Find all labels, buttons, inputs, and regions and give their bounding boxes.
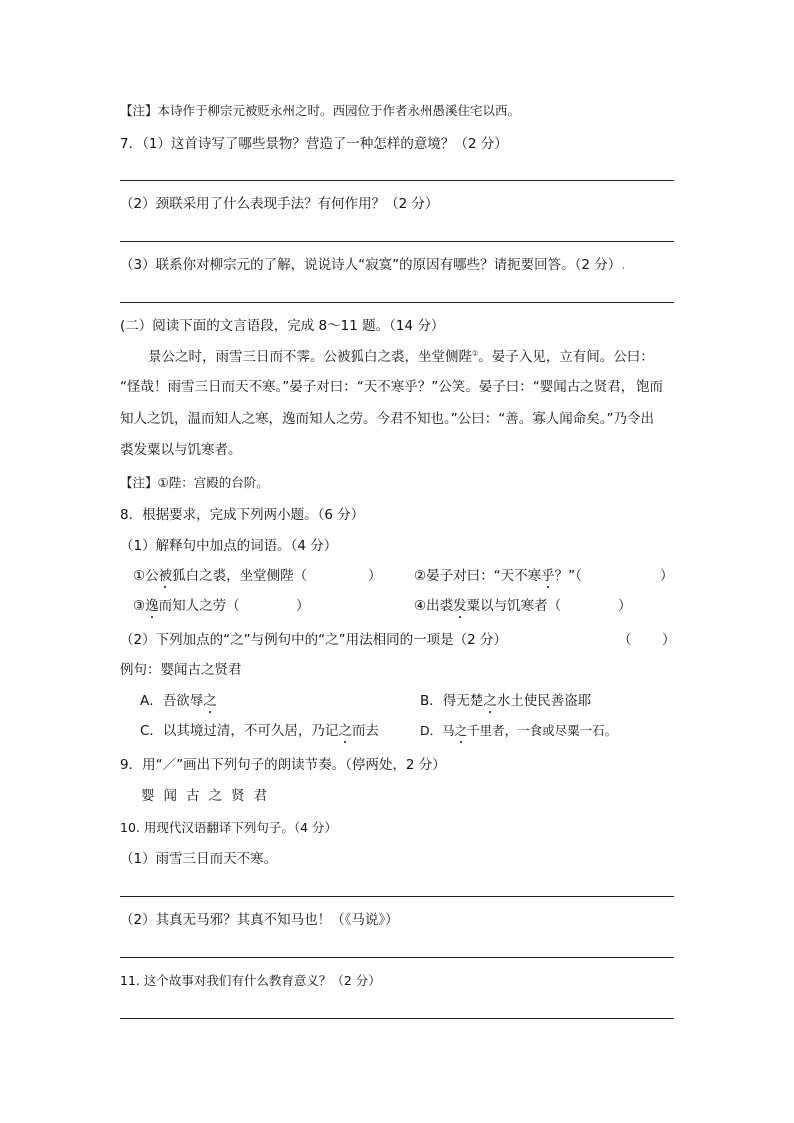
passage-line-1: 景公之时，雨雪三日而不霁。公被狐白之裘，坐堂侧陛①。晏子入见，立有间。公曰：: [148, 349, 654, 365]
answer-line-7-2[interactable]: [120, 241, 674, 242]
question-8-sub-2: （2）下列加点的“之”与例句中的“之”用法相同的一项是（2 分）: [120, 632, 507, 648]
question-8-sub-1: （1）解释句中加点的词语。（4 分）: [120, 538, 338, 554]
rhythm-sentence: 婴闻古之贤君: [141, 788, 276, 804]
word-item-3: ③逸而知人之劳（: [133, 598, 240, 614]
question-8-sub-2-paren-open: （: [618, 632, 632, 648]
option-a: A．吾欲辱之: [140, 693, 217, 709]
passage-line-3: 知人之饥，温而知人之寒，逸而知人之劳。今君不知也。”公曰：“善。寡人闻命矣。”乃令出: [120, 411, 654, 427]
word-item-2-close: ）: [660, 568, 674, 584]
question-8-sub-2-paren-close: ）: [662, 632, 676, 648]
answer-line-7-3[interactable]: [120, 302, 674, 303]
passage-line-4: 裘发粟以与饥寒者。: [120, 442, 242, 458]
passage-note: 【注】①陛：宫殿的台阶。: [120, 475, 269, 490]
stray-mark: .: [621, 257, 626, 273]
word-item-4-close: ）: [618, 598, 632, 614]
option-d: D．马之千里者，一食或尽粟一石。: [420, 723, 618, 738]
passage-line-2-end: 饱而: [636, 379, 663, 395]
answer-line-10-2[interactable]: [120, 957, 674, 958]
translate-sentence-2: （2）其真无马邪？其真不知马也！（《马说》）: [120, 912, 399, 928]
answer-line-10-1[interactable]: [120, 896, 674, 897]
word-item-2: ②晏子对曰：“天不寒乎？”（: [414, 568, 582, 584]
example-sentence: 例句：婴闻古之贤君: [120, 662, 242, 678]
word-item-1: ①公被狐白之裘，坐堂侧陛（: [133, 568, 308, 584]
question-7-part-3: （3）联系你对柳宗元的了解，说说诗人“寂寞”的原因有哪些？请扼要回答。（2 分）.: [120, 257, 626, 273]
answer-line-11[interactable]: [120, 1018, 674, 1019]
passage-line-2: “怪哉！雨雪三日而天不寒。”晏子对曰：“天不寒乎？”公笑。晏子曰：“婴闻古之贤君，: [120, 379, 635, 395]
word-item-3-close: ）: [296, 598, 310, 614]
footnote-marker: ①: [472, 349, 479, 358]
poem-note: 【注】本诗作于柳宗元被贬永州之时。西园位于作者永州愚溪住宅以西。: [120, 103, 521, 118]
question-9-title: 9．用“／”画出下列句子的朗读节奏。（停两处，2 分）: [120, 757, 446, 773]
question-11-title: 11. 这个故事对我们有什么教育意义？（2 分）: [120, 973, 381, 988]
question-7-part-2: （2）颈联采用了什么表现手法？有何作用？（2 分）: [120, 196, 439, 212]
word-item-4: ④出裘发粟以与饥寒者（: [414, 598, 562, 614]
answer-line-7-1[interactable]: [120, 180, 674, 181]
question-7-part-1: 7．（1）这首诗写了哪些景物？营造了一种怎样的意境？（2 分）: [120, 136, 508, 152]
word-item-1-close: ）: [368, 568, 382, 584]
question-10-title: 10. 用现代汉语翻译下列句子。（4 分）: [120, 820, 338, 835]
option-b: B．得无楚之水土使民善盗耶: [420, 693, 592, 709]
question-8-title: 8．根据要求，完成下列两小题。（6 分）: [120, 507, 365, 523]
translate-sentence-1: （1）雨雪三日而天不寒。: [120, 851, 278, 867]
option-c: C．以其境过清，不可久居，乃记之而去: [140, 723, 379, 739]
section-2-heading: (二）阅读下面的文言语段，完成 8～11 题。（14 分）: [120, 318, 445, 334]
